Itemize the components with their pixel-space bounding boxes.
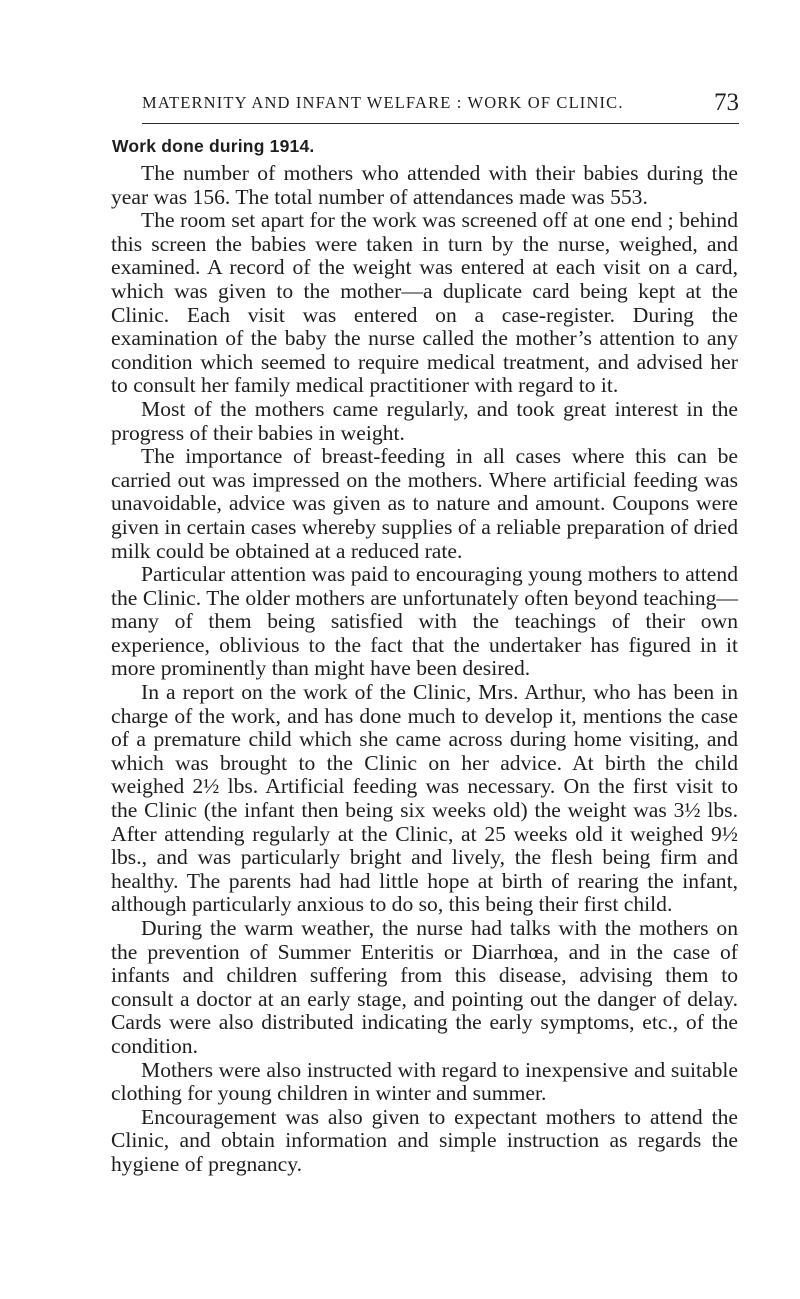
paragraph-breast-feeding: The importance of breast-feeding in all cases where this can be carried out was impressed on the mothers. Where artificial feeding was unavoidable, advice was given as to nature and amount. Coupons were given in certain cases whereby supplies of a reliable preparation of dried milk could be obtained at a reduced rate. [111, 444, 738, 563]
paragraph-attendance: The number of mothers who attended with their babies during the year was 156. The total number of attendances made was 553. [111, 161, 738, 209]
running-head [142, 89, 739, 124]
body-text [111, 162, 738, 1177]
paragraph-clothing: Mothers were also instructed with regard to inexpensive and suitable clothing for young children in winter and summer. [111, 1057, 738, 1106]
section-heading: Work done during 1914. [112, 136, 315, 156]
paragraph-regular-attendance: Most of the mothers came regularly, and took great interest in the progress of their babies in weight. [111, 396, 738, 445]
running-title: MATERNITY AND INFANT WELFARE : WORK OF CLINIC. [142, 93, 624, 112]
page-number: 73 [714, 89, 739, 116]
paragraph-examination-room: The room set apart for the work was screened off at one end ; behind this screen the babies were taken in turn by the nurse, weighed, and examined. A record of the weight was entered at each visit on a card, which was given to the mother—a duplicate card being kept at the Clinic. Each visit was entered on a case-register. During the examination of the baby the nurse called the mother’s attention to any condition which seemed to require medical treatment, and advised her to consult her family medical practitioner with regard to it. [111, 208, 738, 398]
paragraph-summer-enteritis: During the warm weather, the nurse had talks with the mothers on the prevention of Summer Enteritis or Diarrhœa, and in the case of infants and children suffering from this disease, advising them to consult a doctor at an early stage, and pointing out the danger of delay. Cards were also distributed indicating the early symptoms, etc., of the condition. [111, 916, 738, 1058]
paragraph-young-mothers: Particular attention was paid to encouraging young mothers to attend the Clinic. The older mothers are unfortunately often beyond teaching—many of them being satisfied with the teachings of their own experience, oblivious to the fact that the undertaker has figured in it more prominently than might have been desired. [111, 562, 738, 681]
paragraph-expectant-mothers: Encouragement was also given to expectant mothers to attend the Clinic, and obtain information and simple instruction as regards the hygiene of pregnancy. [111, 1104, 738, 1176]
paragraph-premature-child-report: In a report on the work of the Clinic, Mrs. Arthur, who has been in charge of the work, and has done much to develop it, mentions the case of a premature child which she came across during home visiting, and which was brought to the Clinic on her advice. At birth the child weighed 2½ lbs. Artificial feeding was necessary. On the first visit to the Clinic (the infant then being six weeks old) the weight was 3½ lbs. After attending regularly at the Clinic, at 25 weeks old it weighed 9½ lbs., and was particularly bright and lively, the flesh being firm and healthy. The parents had had little hope at birth of rearing the infant, although particularly anxious to do so, this being their first child. [111, 680, 738, 917]
